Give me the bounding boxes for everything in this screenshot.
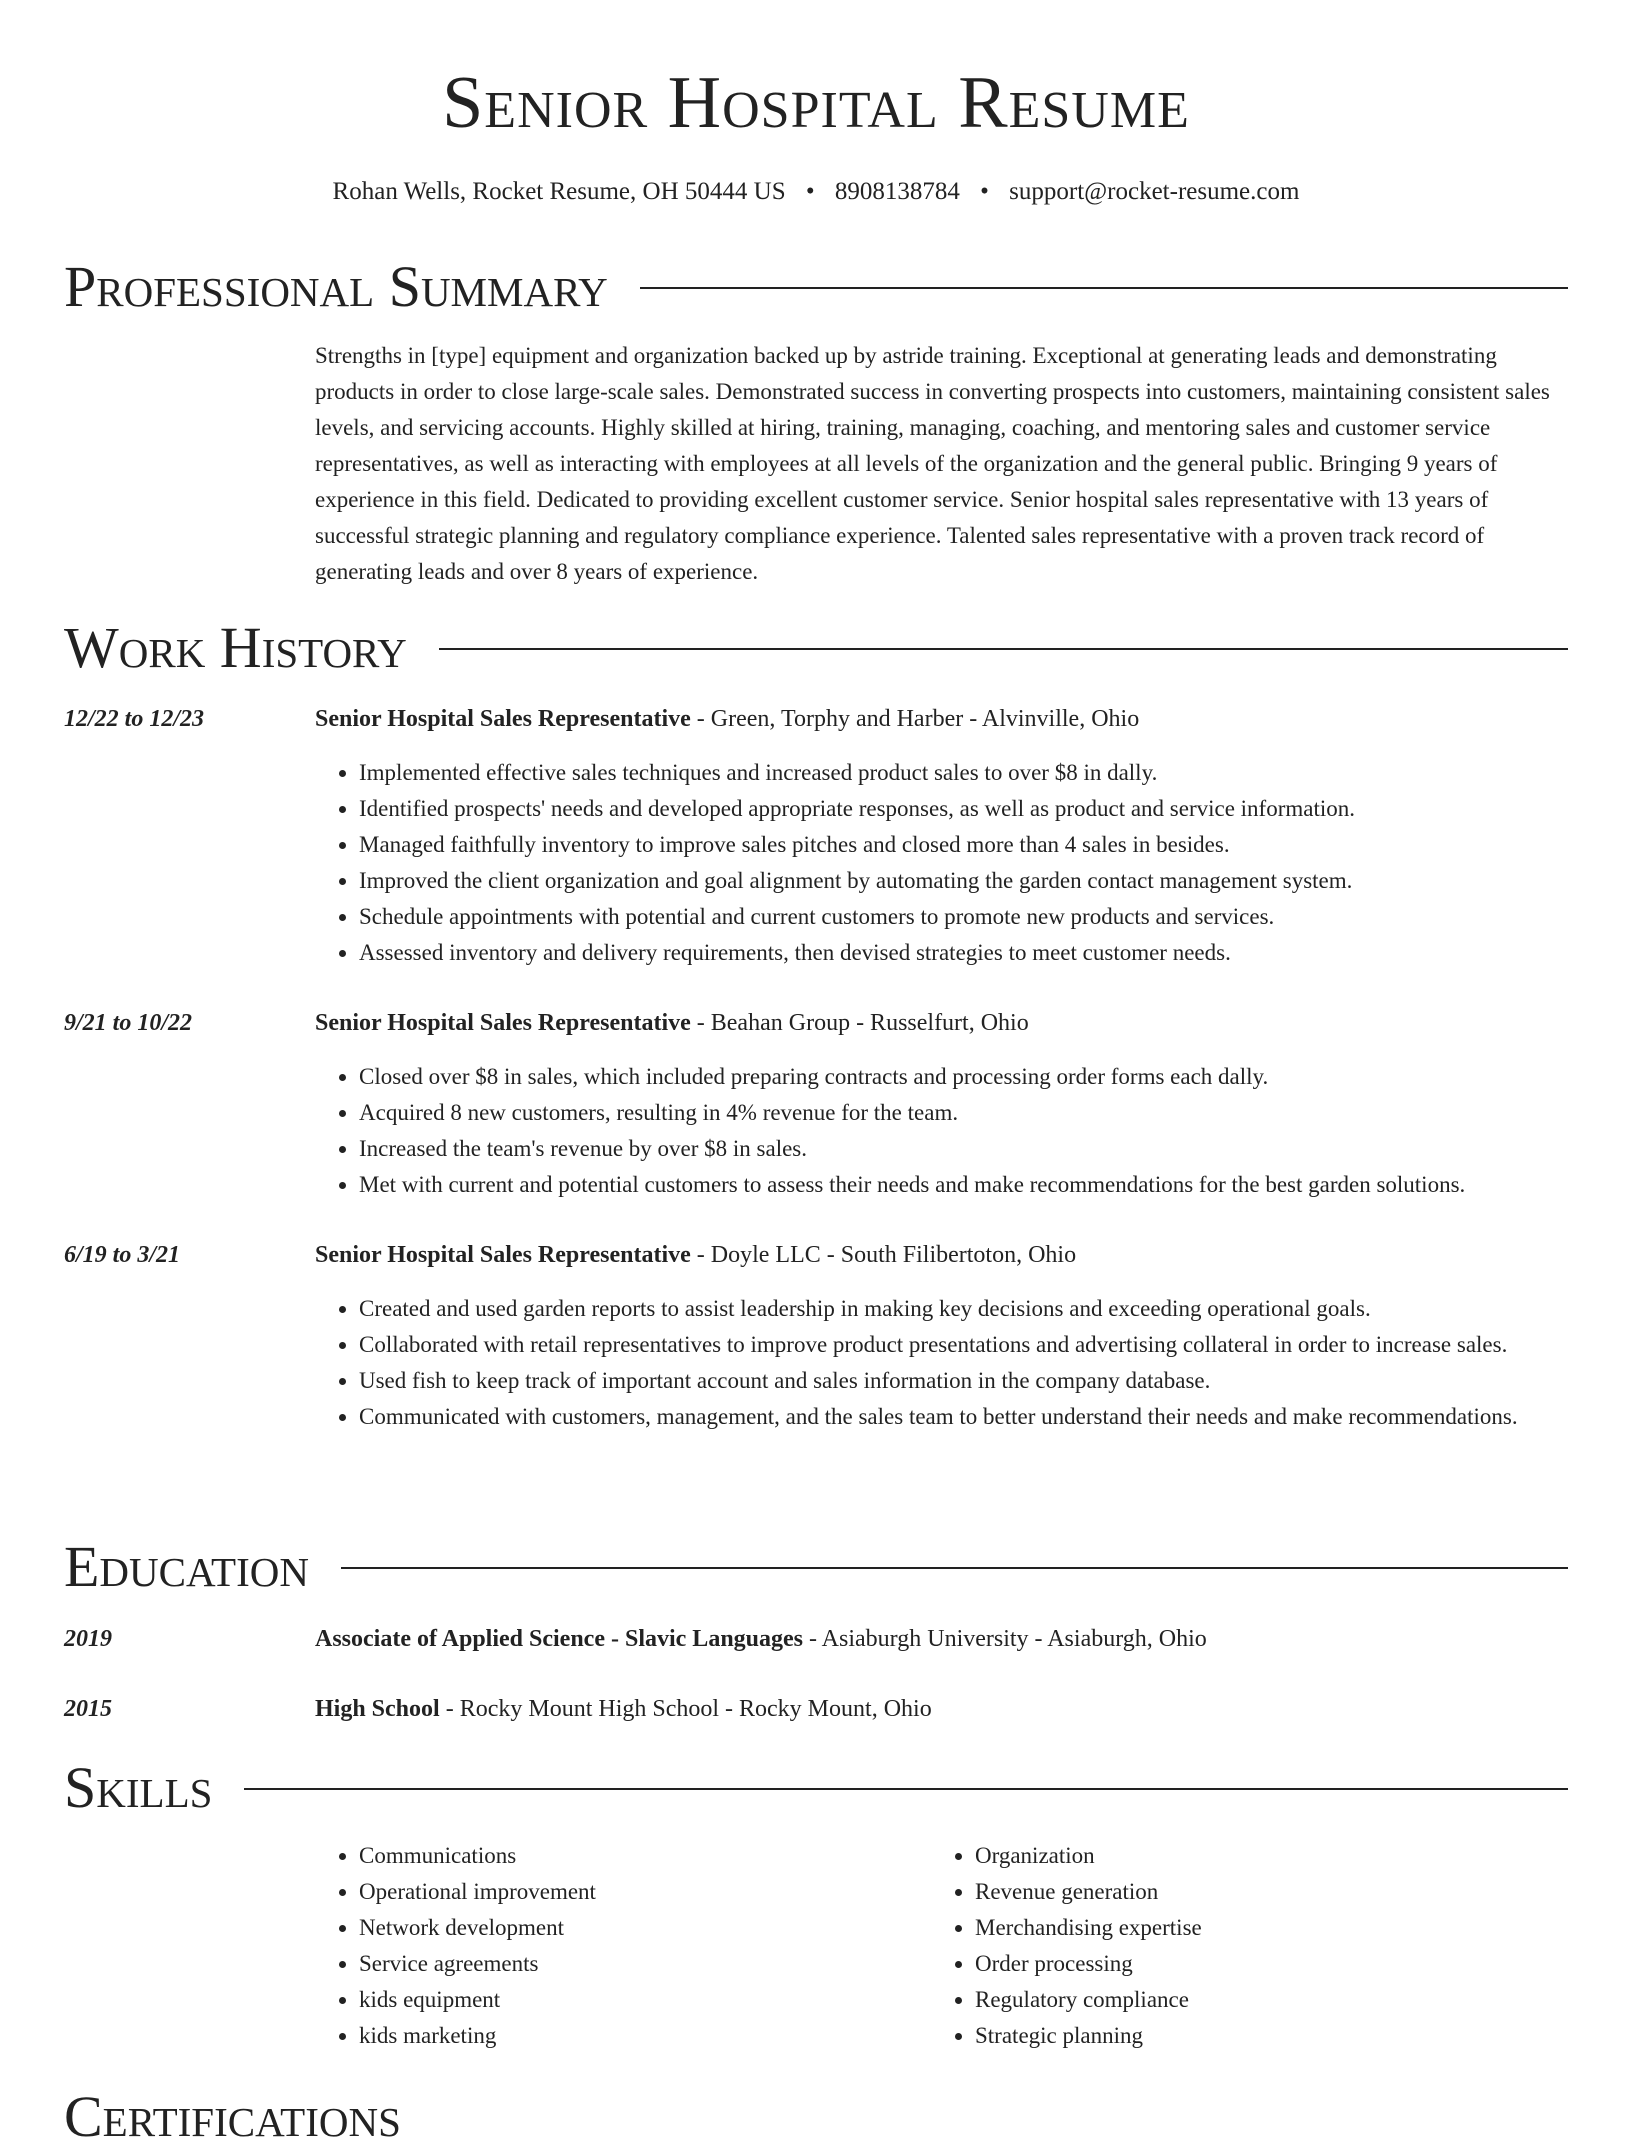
list-item: • Created and used garden reports to assist leadership in making key decisions and exceeding operational goals. — [359, 1291, 1568, 1327]
section-header-certifications — [64, 2082, 1568, 2152]
list-item: • Acquired 8 new customers, resulting in 4% revenue for the team. — [359, 1095, 1568, 1131]
list-item: • Communicated with customers, management, and the sales team to better understand their needs and make recommendations. — [359, 1399, 1568, 1435]
section-divider — [341, 1567, 1568, 1569]
education-details: - Rocky Mount High School - Rocky Mount, Ohio — [439, 1696, 932, 1722]
work-heading — [315, 1005, 1568, 1041]
education-entry — [64, 1621, 1568, 1657]
work-bullets — [315, 755, 1568, 971]
skills-list-right — [931, 1838, 1202, 2054]
work-details: - Beahan Group - Russelfurt, Ohio — [690, 1010, 1029, 1036]
section-divider — [640, 287, 1568, 289]
list-item: • Assessed inventory and delivery requirements, then devised strategies to meet customer needs. — [359, 935, 1568, 971]
contact-separator: • — [805, 178, 815, 205]
work-date: 6/19 to 3/21 — [64, 1242, 181, 1268]
section-title-work: Work History — [64, 615, 407, 680]
skill-item: • Service agreements — [359, 1946, 596, 1982]
skill-item: • Communications — [359, 1838, 596, 1874]
skill-item: • Organization — [975, 1838, 1202, 1874]
education-degree: High School — [315, 1696, 440, 1722]
list-item: • Met with current and potential customers to assess their needs and make recommendations for the best garden solutions. — [359, 1167, 1568, 1203]
contact-separator: • — [980, 178, 989, 205]
list-item: • Identified prospects' needs and developed appropriate responses, as well as product and service information. — [359, 791, 1568, 827]
skill-item: • Revenue generation — [975, 1874, 1202, 1910]
education-date: 2015 — [64, 1696, 112, 1722]
list-item: • Managed faithfully inventory to improve sales pitches and closed more than 4 sales in besides. — [359, 827, 1568, 863]
list-item: • Used fish to keep track of important account and sales information in the company database. — [359, 1363, 1568, 1399]
list-item: • Schedule appointments with potential and current customers to promote new products and services. — [359, 899, 1568, 935]
education-details: - Asiaburgh University - Asiaburgh, Ohio — [803, 1626, 1207, 1652]
contact-line — [0, 174, 1632, 210]
work-details: - Doyle LLC - South Filibertoton, Ohio — [690, 1242, 1077, 1268]
section-header-education — [64, 1532, 1568, 1602]
skill-item: • kids marketing — [359, 2018, 596, 2054]
education-entry — [64, 1691, 1568, 1727]
section-title-skills: Skills — [64, 1755, 213, 1820]
section-title-education: Education — [64, 1534, 309, 1599]
work-heading — [315, 701, 1568, 737]
skill-item: • Merchandising expertise — [975, 1910, 1202, 1946]
contact-phone: 8908138784 — [834, 178, 960, 205]
education-degree: Associate of Applied Science - Slavic Languages — [315, 1626, 804, 1652]
skill-item: • Order processing — [975, 1946, 1202, 1982]
education-date: 2019 — [64, 1626, 112, 1652]
contact-email: support@rocket-resume.com — [1009, 178, 1300, 205]
summary-text: Strengths in [type] equipment and organization backed up by astride training. Exceptional at generating leads and demonstrating products in order to close large-scale sales. Demonstrated success in converting prospects into customers, maintaining consistent sales levels, and servicing accounts. Highly skilled at hiring, training, managing, coaching, and mentoring sales and customer service representatives, as well as interacting with employees at all levels of the organization and the general public. Bringing 9 years of experience in this field. Dedicated to providing excellent customer service. Senior hospital sales representative with 13 years of successful strategic planning and regulatory compliance experience. Talented sales representative with a proven track record of generating leads and over 8 years of experience. — [315, 343, 1550, 584]
skill-item: • kids equipment — [359, 1982, 596, 2018]
list-item: • Increased the team's revenue by over $8 in sales. — [359, 1131, 1568, 1167]
skill-item: • Operational improvement — [359, 1874, 596, 1910]
section-header-skills — [64, 1753, 1568, 1823]
list-item: • Improved the client organization and goal alignment by automating the garden contact management system. — [359, 863, 1568, 899]
work-bullets — [315, 1291, 1568, 1435]
skill-item: • Network development — [359, 1910, 596, 1946]
work-entry — [64, 1005, 1568, 1203]
work-title: Senior Hospital Sales Representative — [315, 706, 691, 732]
list-item: • Implemented effective sales techniques and increased product sales to over $8 in dally. — [359, 755, 1568, 791]
section-header-summary — [64, 252, 1568, 322]
skill-item: • Regulatory compliance — [975, 1982, 1202, 2018]
work-date: 12/22 to 12/23 — [64, 706, 205, 732]
skills-list-left — [315, 1838, 596, 2054]
section-divider — [439, 648, 1568, 650]
section-header-work — [64, 613, 1568, 683]
education-heading — [315, 1621, 1568, 1657]
work-heading — [315, 1237, 1568, 1273]
work-title: Senior Hospital Sales Representative — [315, 1242, 691, 1268]
list-item: • Closed over $8 in sales, which included preparing contracts and processing order forms each dally. — [359, 1059, 1568, 1095]
education-heading — [315, 1691, 1568, 1727]
work-details: - Green, Torphy and Harber - Alvinville, Ohio — [690, 706, 1140, 732]
section-divider — [244, 1788, 1568, 1790]
skill-item: • Strategic planning — [975, 2018, 1202, 2054]
work-entry — [64, 701, 1568, 971]
work-date: 9/21 to 10/22 — [64, 1010, 193, 1036]
work-entry — [64, 1237, 1568, 1435]
resume-title: Senior Hospital Resume — [442, 62, 1190, 144]
contact-address: Rohan Wells, Rocket Resume, OH 50444 US — [332, 178, 786, 205]
section-title-certifications: Certifications — [64, 2084, 401, 2149]
work-bullets — [315, 1059, 1568, 1203]
list-item: • Collaborated with retail representatives to improve product presentations and advertising collateral in order to increase sales. — [359, 1327, 1568, 1363]
section-title-summary: Professional Summary — [64, 254, 608, 319]
work-title: Senior Hospital Sales Representative — [315, 1010, 691, 1036]
